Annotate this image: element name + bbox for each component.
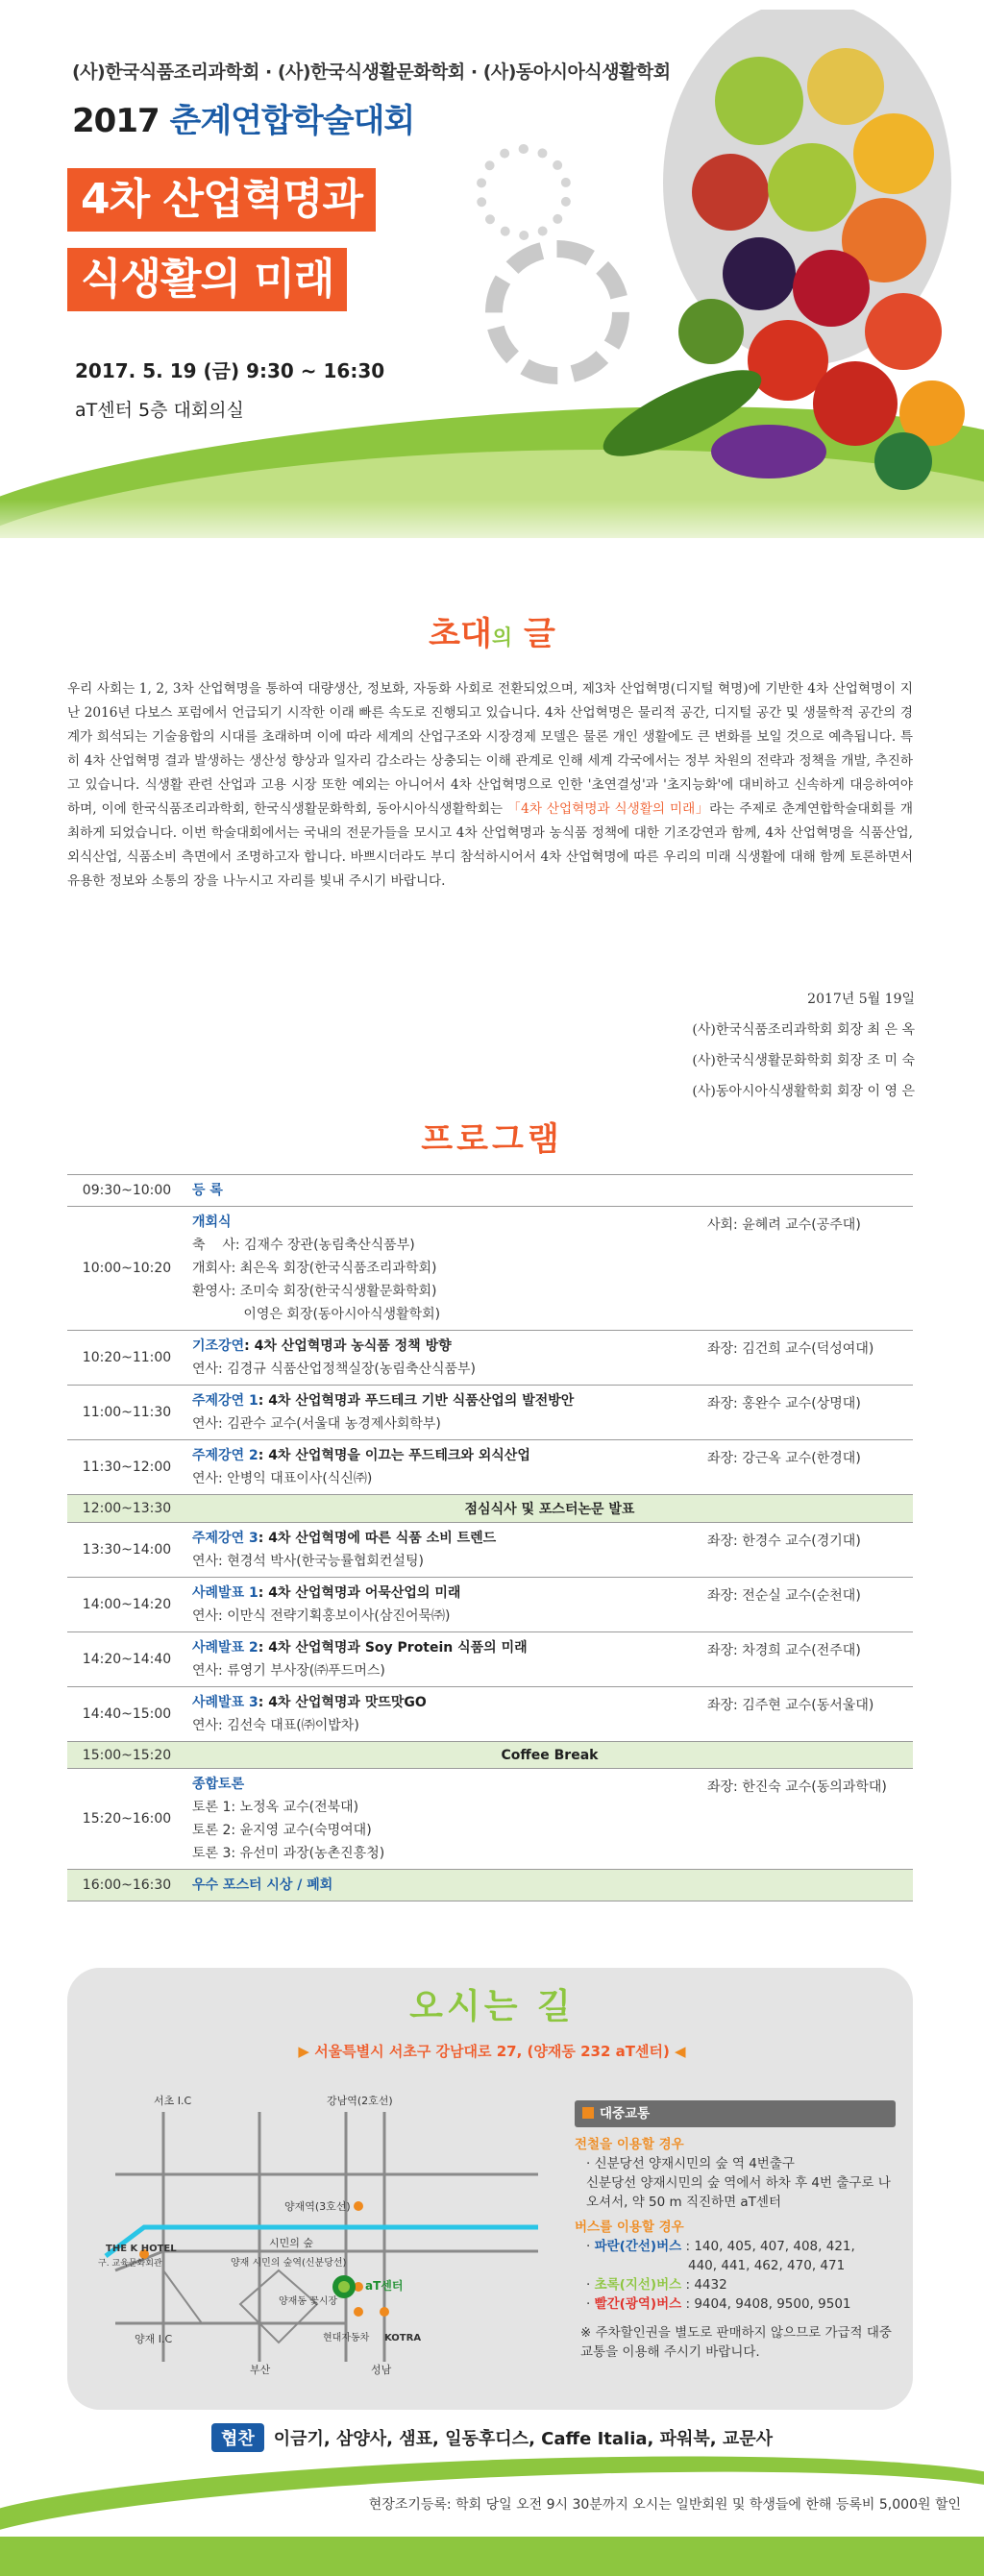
session-detail: 이영은 회장(동아시아식생활학회) — [192, 1307, 441, 1322]
directions-address: ▶ 서울특별시 서초구 강남대로 27, (양재동 232 aT센터) ◀ — [298, 2043, 686, 2060]
bus-blue: · 파란(간선)버스 : 140, 405, 407, 408, 421, — [586, 2239, 855, 2254]
program-row — [67, 1207, 913, 1331]
main-title-line-2: 식생활의 미래 — [67, 248, 347, 311]
bus-blue-cont: 440, 441, 462, 470, 471 — [688, 2258, 846, 2273]
session-detail: 연사: 김관수 교수(서울대 농경제사회학부) — [192, 1416, 441, 1432]
program-row — [67, 1175, 913, 1207]
arrow-left-icon: ◀ — [675, 2043, 686, 2060]
program-time: 15:00~15:20 — [67, 1742, 186, 1769]
program-content — [186, 1870, 701, 1901]
map-label: 서초 I.C — [154, 2095, 192, 2107]
session-label: 기조강연 — [192, 1338, 245, 1354]
program-row — [67, 1386, 913, 1440]
program-row — [67, 1769, 913, 1870]
map-label: 양재역(3호선) — [284, 2200, 351, 2213]
session-label: 주제강연 3 — [192, 1531, 258, 1546]
invitation-signoff — [692, 984, 915, 1107]
session-detail: 연사: 류영기 부사장(㈜푸드머스) — [192, 1663, 385, 1679]
directions-title: 오시는 길 — [409, 1987, 575, 2026]
program-time: 11:30~12:00 — [67, 1440, 186, 1495]
conference-title: 춘계연합학술대회 — [169, 102, 415, 140]
bus-red: · 빨간(광역)버스 : 9404, 9408, 9500, 9501 — [586, 2296, 851, 2312]
parking-note: ※ 주차할인권을 별도로 판매하지 않으므로 가급적 대중교통을 이용해 주시기 바랍니다. — [580, 2325, 892, 2360]
session-detail: 연사: 김경규 식품산업정책실장(농림축산식품부) — [192, 1362, 477, 1377]
sponsor-badge: 협찬 — [211, 2423, 264, 2452]
transit-header: 대중교통 — [575, 2100, 896, 2127]
session-detail: 개회사: 최은옥 회장(한국식품조리과학회) — [192, 1261, 437, 1276]
program-time: 14:00~14:20 — [67, 1578, 186, 1632]
program-row — [67, 1742, 913, 1769]
session-detail: 토론 3: 유선미 과장(농촌진흥청) — [192, 1846, 385, 1861]
theme-highlight: 「4차 산업혁명과 식생활의 미래」 — [506, 801, 710, 817]
map-label: THE K HOTEL — [106, 2244, 177, 2254]
program-break: 점심식사 및 포스터논문 발표 — [186, 1495, 913, 1523]
session-chair: 좌장: 한경수 교수(경기대) — [701, 1523, 913, 1578]
map-label: 양재 I.C — [135, 2333, 173, 2345]
program-content — [186, 1331, 701, 1386]
fruit-vegetable-illustration — [567, 10, 971, 509]
session-chair: 좌장: 홍완수 교수(상명대) — [701, 1386, 913, 1440]
session-chair: 사회: 윤혜려 교수(공주대) — [701, 1207, 913, 1331]
session-label: 사례발표 2 — [192, 1640, 258, 1656]
subway-text: · 신분당선 양재시민의 숲 역 4번출구 — [586, 2156, 795, 2171]
square-bullet-icon — [582, 2107, 594, 2119]
session-label: 개회식 — [192, 1214, 232, 1230]
session-title: : 4차 산업혁명과 푸드테크 기반 식품산업의 발전방안 — [258, 1393, 575, 1409]
map-label: 양재동 꽃시장 — [279, 2296, 338, 2307]
signer: (사)한국식품조리과학회 회장 최 은 옥 — [692, 1022, 915, 1038]
signer: (사)동아시아식생활학회 회장 이 영 은 — [692, 1084, 915, 1099]
program-row — [67, 1440, 913, 1495]
session-title: : 4차 산업혁명을 이끄는 푸드테크와 외식산업 — [258, 1448, 530, 1463]
session-detail: 축 사: 김재수 장관(농림축산식품부) — [192, 1238, 415, 1253]
sponsors — [0, 2423, 984, 2452]
session-chair: 좌장: 김건희 교수(덕성여대) — [701, 1331, 913, 1386]
event-venue: aT센터 5층 대회의실 — [75, 400, 244, 421]
program-time: 15:20~16:00 — [67, 1769, 186, 1870]
session-label: 우수 포스터 시상 / 폐회 — [192, 1877, 333, 1893]
location-map — [96, 2083, 557, 2391]
session-chair — [701, 1870, 913, 1901]
program-row — [67, 1495, 913, 1523]
session-detail: 토론 2: 윤지영 교수(숙명여대) — [192, 1823, 372, 1838]
map-label: 현대자동차 — [323, 2333, 370, 2343]
map-label: 양재 시민의 숲역(신분당선) — [231, 2258, 347, 2269]
program-content — [186, 1440, 701, 1495]
session-detail: 연사: 안병익 대표이사(식신㈜) — [192, 1471, 373, 1486]
program-table — [67, 1174, 913, 1901]
session-label: 사례발표 3 — [192, 1695, 258, 1710]
session-chair — [701, 1175, 913, 1207]
session-chair: 좌장: 강근옥 교수(한경대) — [701, 1440, 913, 1495]
map-label: 부산 — [250, 2364, 271, 2376]
program-time: 14:20~14:40 — [67, 1632, 186, 1687]
sponsor-list: 이금기, 삼양사, 샘표, 일동후디스, Caffe Italia, 파워북, 교문사 — [273, 2429, 774, 2449]
map-label: aT센터 — [365, 2279, 404, 2293]
conference-year: 2017 — [72, 102, 160, 140]
session-label: 종합토론 — [192, 1777, 245, 1792]
program-content — [186, 1578, 701, 1632]
program-content — [186, 1207, 701, 1331]
event-date: 2017. 5. 19 (금) 9:30 ~ 16:30 — [75, 359, 385, 382]
program-row — [67, 1870, 913, 1901]
invitation-body: 우리 사회는 1, 2, 3차 산업혁명을 통하여 대량생산, 정보화, 자동화 사회로 전환되었으며, 제3차 산업혁명(디지털 혁명)에 기반한 4차 산업혁명이 지난 2016년 다보스 포럼에서 언급되기 시작한 이래 빠른 속도로 진행되고 있습니다. 4차 산업혁명은 물리적 공간, 디지털 공간 및 생물학적 공간의 경계가 희석되는 기술융합의 시대를 초래하며 이에 따라 세계의 산업구조와 시장경제 모델은 물론 개인 생활에도 큰 변화를 보일 것으로 예측됩니다. 특히 4차 산업혁명 결과 발생하는 생산성 향상과 일자리 감소라는 상충되는 이해 관계로 인해 세계 각국에서는 정부 차원의 전략과 정책을 개발, 추진하고 있습니다. 식생활 관련 산업과 고용 시장 또한 예외는 아니어서 4차 산업혁명으로 인한 '초연결성'과 '초지능화'에 대비하고 신속하게 대응하여야 하며, 이에 한국식품조리과학회, 한국식생활문화학회, 동아시아식생활학회는 「4차 산업혁명과 식생활의 미래」라는 주제로 춘계연합학술대회를 개최하게 되었습니다. 이번 학술대회에서는 국내의 전문가들을 모시고 4차 산업혁명과 농식품 정책에 대한 기조강연과 함께, 4차 산업혁명을 식품산업, 외식산업, 식품소비 측면에서 조명하고자 합니다. 바쁘시더라도 부디 참석하시어서 4차 산업혁명에 따른 우리의 미래 식생활에 대해 함께 토론하면서 유용한 정보와 소통의 장을 나누시고 자리를 빛내 주시기 바랍니다. — [67, 681, 913, 889]
program-content — [186, 1523, 701, 1578]
arrow-right-icon: ▶ — [298, 2043, 309, 2060]
bus-green: · 초록(지선)버스 : 4432 — [586, 2277, 727, 2293]
session-detail: 환영사: 조미숙 회장(한국식생활문화학회) — [192, 1284, 437, 1299]
session-chair: 좌장: 한진숙 교수(동의과학대) — [701, 1769, 913, 1870]
program-row — [67, 1523, 913, 1578]
program-row — [67, 1687, 913, 1742]
program-row — [67, 1632, 913, 1687]
session-title: : 4차 산업혁명과 어묵산업의 미래 — [258, 1585, 461, 1601]
program-content — [186, 1632, 701, 1687]
signer: (사)한국식생활문화학회 회장 조 미 숙 — [692, 1053, 915, 1068]
subway-text: 신분당선 양재시민의 숲 역에서 하차 후 4번 출구로 나오셔서, 약 50 m 직진하면 aT센터 — [586, 2175, 891, 2210]
subway-title: 전철을 이용할 경우 — [575, 2137, 684, 2152]
program-time: 11:00~11:30 — [67, 1386, 186, 1440]
program-time: 09:30~10:00 — [67, 1175, 186, 1207]
signoff-date: 2017년 5월 19일 — [807, 992, 915, 1007]
program-row — [67, 1578, 913, 1632]
program-time: 14:40~15:00 — [67, 1687, 186, 1742]
session-title: : 4차 산업혁명에 따른 식품 소비 트렌드 — [258, 1531, 497, 1546]
session-title: : 4차 산업혁명과 맛뜨맛GO — [258, 1695, 427, 1710]
session-label: 주제강연 2 — [192, 1448, 258, 1463]
map-label: 시민의 숲 — [269, 2237, 314, 2249]
program-time: 12:00~13:30 — [67, 1495, 186, 1523]
program-content — [186, 1769, 701, 1870]
organizing-societies: (사)한국식품조리과학회 · (사)한국식생활문화학회 · (사)동아시아식생활학회 — [72, 61, 671, 83]
session-label: 등 록 — [192, 1183, 223, 1198]
program-content — [186, 1386, 701, 1440]
session-detail: 연사: 현경석 박사(한국능률협회컨설팅) — [192, 1554, 424, 1569]
program-time: 10:00~10:20 — [67, 1207, 186, 1331]
invitation-title: 초대의 글 — [429, 615, 555, 653]
session-chair: 좌장: 전순실 교수(순천대) — [701, 1578, 913, 1632]
map-label: 구. 교육문화회관 — [98, 2259, 162, 2269]
program-row — [67, 1331, 913, 1386]
map-label: 강남역(2호선) — [327, 2095, 393, 2107]
public-transit-info — [575, 2100, 896, 2362]
program-title: 프로그램 — [421, 1120, 563, 1159]
program-time: 10:20~11:00 — [67, 1331, 186, 1386]
session-title: : 4차 산업혁명과 농식품 정책 방향 — [244, 1338, 452, 1354]
session-label: 주제강연 1 — [192, 1393, 258, 1409]
program-content — [186, 1687, 701, 1742]
program-break: Coffee Break — [186, 1742, 913, 1769]
program-time: 13:30~14:00 — [67, 1523, 186, 1578]
map-label: 성남 — [371, 2364, 392, 2376]
bus-title: 버스를 이용할 경우 — [575, 2220, 684, 2235]
session-detail: 토론 1: 노정옥 교수(전북대) — [192, 1800, 359, 1815]
session-detail: 연사: 이만식 전략기획홍보이사(삼진어묵㈜) — [192, 1608, 451, 1624]
session-chair: 좌장: 김주현 교수(동서울대) — [701, 1687, 913, 1742]
program-content — [186, 1175, 701, 1207]
program-time: 16:00~16:30 — [67, 1870, 186, 1901]
map-label: KOTRA — [384, 2333, 422, 2343]
session-chair: 좌장: 차경희 교수(전주대) — [701, 1632, 913, 1687]
session-label: 사례발표 1 — [192, 1585, 258, 1601]
session-title: : 4차 산업혁명과 Soy Protein 식품의 미래 — [258, 1640, 528, 1656]
poster-header — [0, 0, 984, 538]
onsite-registration-note: 현장조기등록: 학회 당일 오전 9시 30분까지 오시는 일반회원 및 학생들에 한해 등록비 5,000원 할인 — [368, 2497, 961, 2513]
session-detail: 연사: 김선숙 대표(㈜이밥차) — [192, 1718, 359, 1733]
main-title-line-1: 4차 산업혁명과 — [67, 168, 376, 232]
conference-name — [72, 94, 414, 141]
gear-decoration-icon — [476, 144, 572, 240]
